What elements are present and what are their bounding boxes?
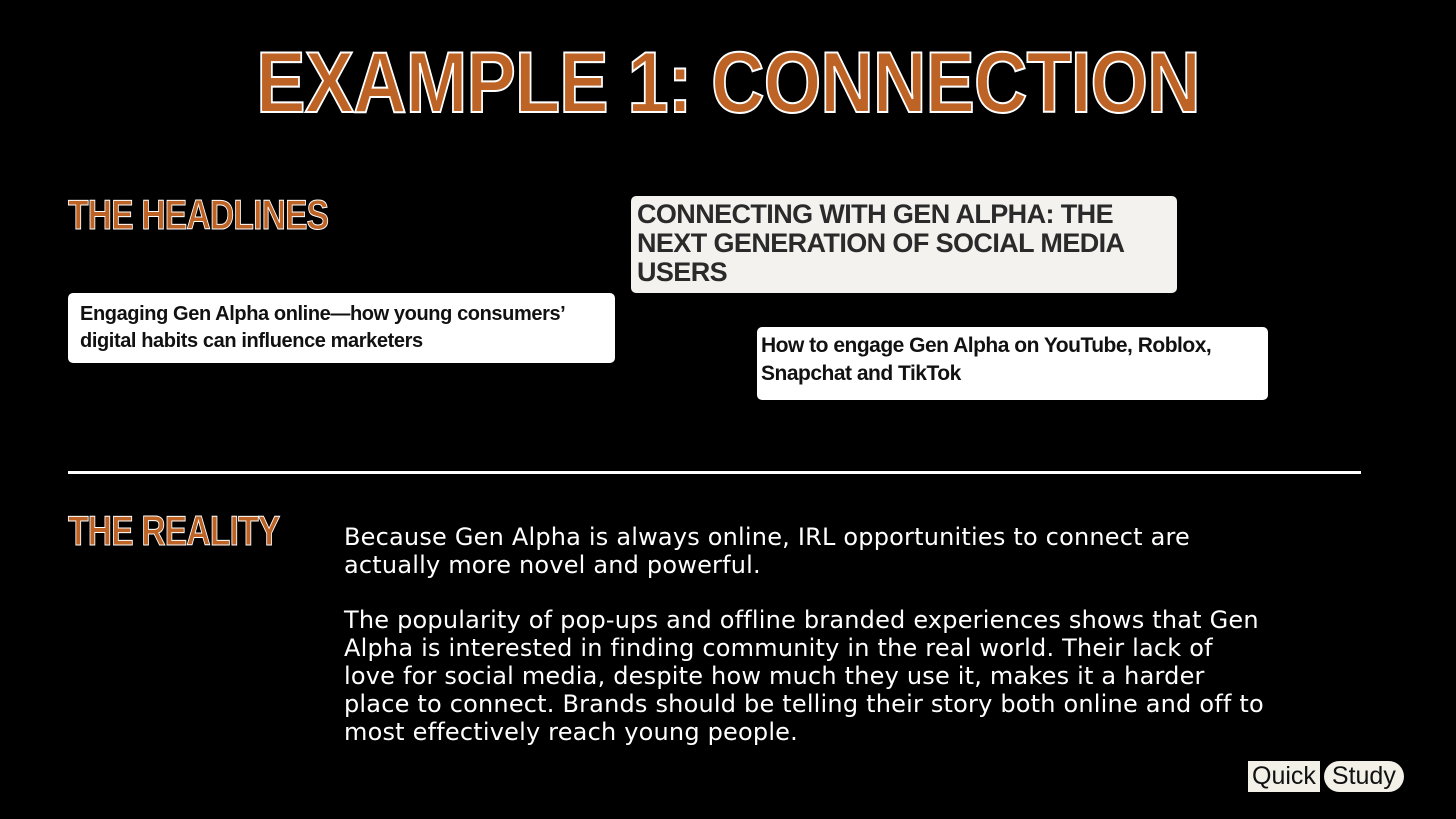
headline-card-1: Engaging Gen Alpha online—how young consumers’ digital habits can influence marketers bbox=[68, 293, 615, 363]
headlines-label: THE HEADLINES bbox=[68, 191, 329, 238]
brand-quick: Quick bbox=[1248, 761, 1320, 792]
reality-label: THE REALITY bbox=[68, 507, 280, 554]
reality-paragraph-1: Because Gen Alpha is always online, IRL opportunities to connect are actually more novel and powerful. bbox=[344, 523, 1190, 579]
reality-body bbox=[344, 523, 1264, 773]
section-divider bbox=[68, 471, 1361, 474]
slide-title: EXAMPLE 1: CONNECTION bbox=[256, 35, 1200, 131]
reality-paragraph-2: The popularity of pop-ups and offline branded experiences shows that Gen Alpha is interested in finding community in the real world. Their lack of love for social media, despite how much they use it, makes it a harder place to connect. Brands should be telling their story both online and off to most effectively reach young people. bbox=[344, 606, 1264, 746]
headline-card-3: How to engage Gen Alpha on YouTube, Roblox, Snapchat and TikTok bbox=[757, 327, 1268, 400]
headline-card-2: CONNECTING WITH GEN ALPHA: THE NEXT GENERATION OF SOCIAL MEDIA USERS bbox=[631, 196, 1177, 293]
brand-study: Study bbox=[1324, 761, 1404, 792]
brand-logo bbox=[1248, 761, 1404, 792]
